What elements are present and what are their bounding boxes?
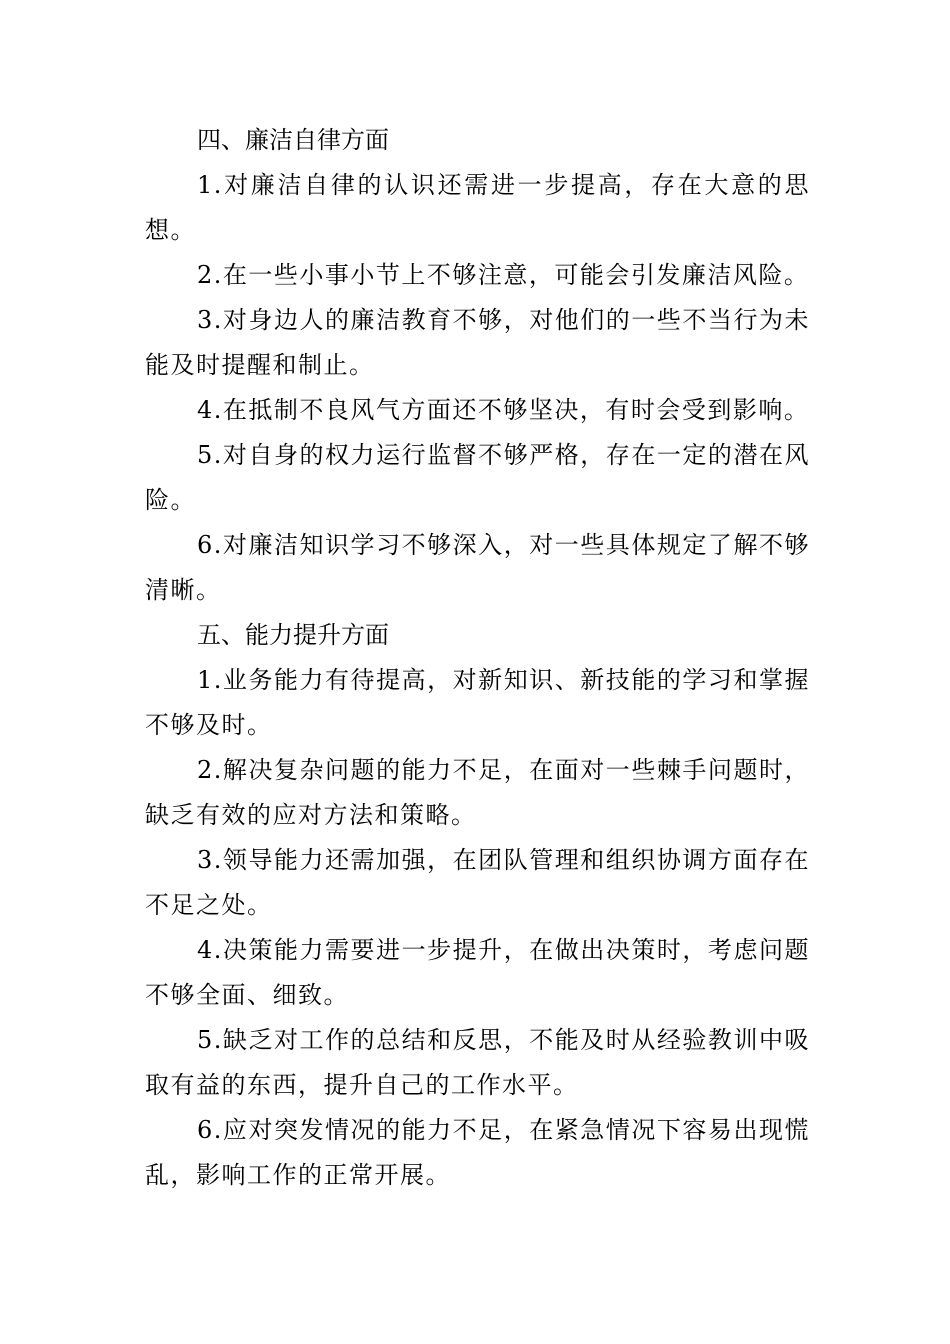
- paragraph: 6.应对突发情况的能力不足，在紧急情况下容易出现慌乱，影响工作的正常开展。: [145, 1116, 810, 1189]
- paragraph: 2.解决复杂问题的能力不足，在面对一些棘手问题时，缺乏有效的应对方法和策略。: [145, 756, 810, 829]
- document-page: [145, 118, 810, 1198]
- paragraph: 2.在一些小事小节上不够注意，可能会引发廉洁风险。: [197, 261, 810, 289]
- section-heading: 四、廉洁自律方面: [197, 126, 389, 154]
- section-heading: 五、能力提升方面: [197, 621, 389, 649]
- paragraph: 1.对廉洁自律的认识还需进一步提高，存在大意的思想。: [145, 171, 810, 244]
- paragraph: 3.领导能力还需加强，在团队管理和组织协调方面存在不足之处。: [145, 846, 810, 919]
- paragraph: 5.缺乏对工作的总结和反思，不能及时从经验教训中吸取有益的东西，提升自己的工作水平。: [145, 1026, 810, 1099]
- paragraph: 4.在抵制不良风气方面还不够坚决，有时会受到影响。: [197, 396, 810, 424]
- paragraph: 4.决策能力需要进一步提升，在做出决策时，考虑问题不够全面、细致。: [145, 936, 810, 1009]
- paragraph: 5.对自身的权力运行监督不够严格，存在一定的潜在风险。: [145, 441, 810, 514]
- paragraph: 3.对身边人的廉洁教育不够，对他们的一些不当行为未能及时提醒和制止。: [145, 306, 810, 379]
- paragraph: 6.对廉洁知识学习不够深入，对一些具体规定了解不够清晰。: [145, 531, 810, 604]
- paragraph: 1.业务能力有待提高，对新知识、新技能的学习和掌握不够及时。: [145, 666, 810, 739]
